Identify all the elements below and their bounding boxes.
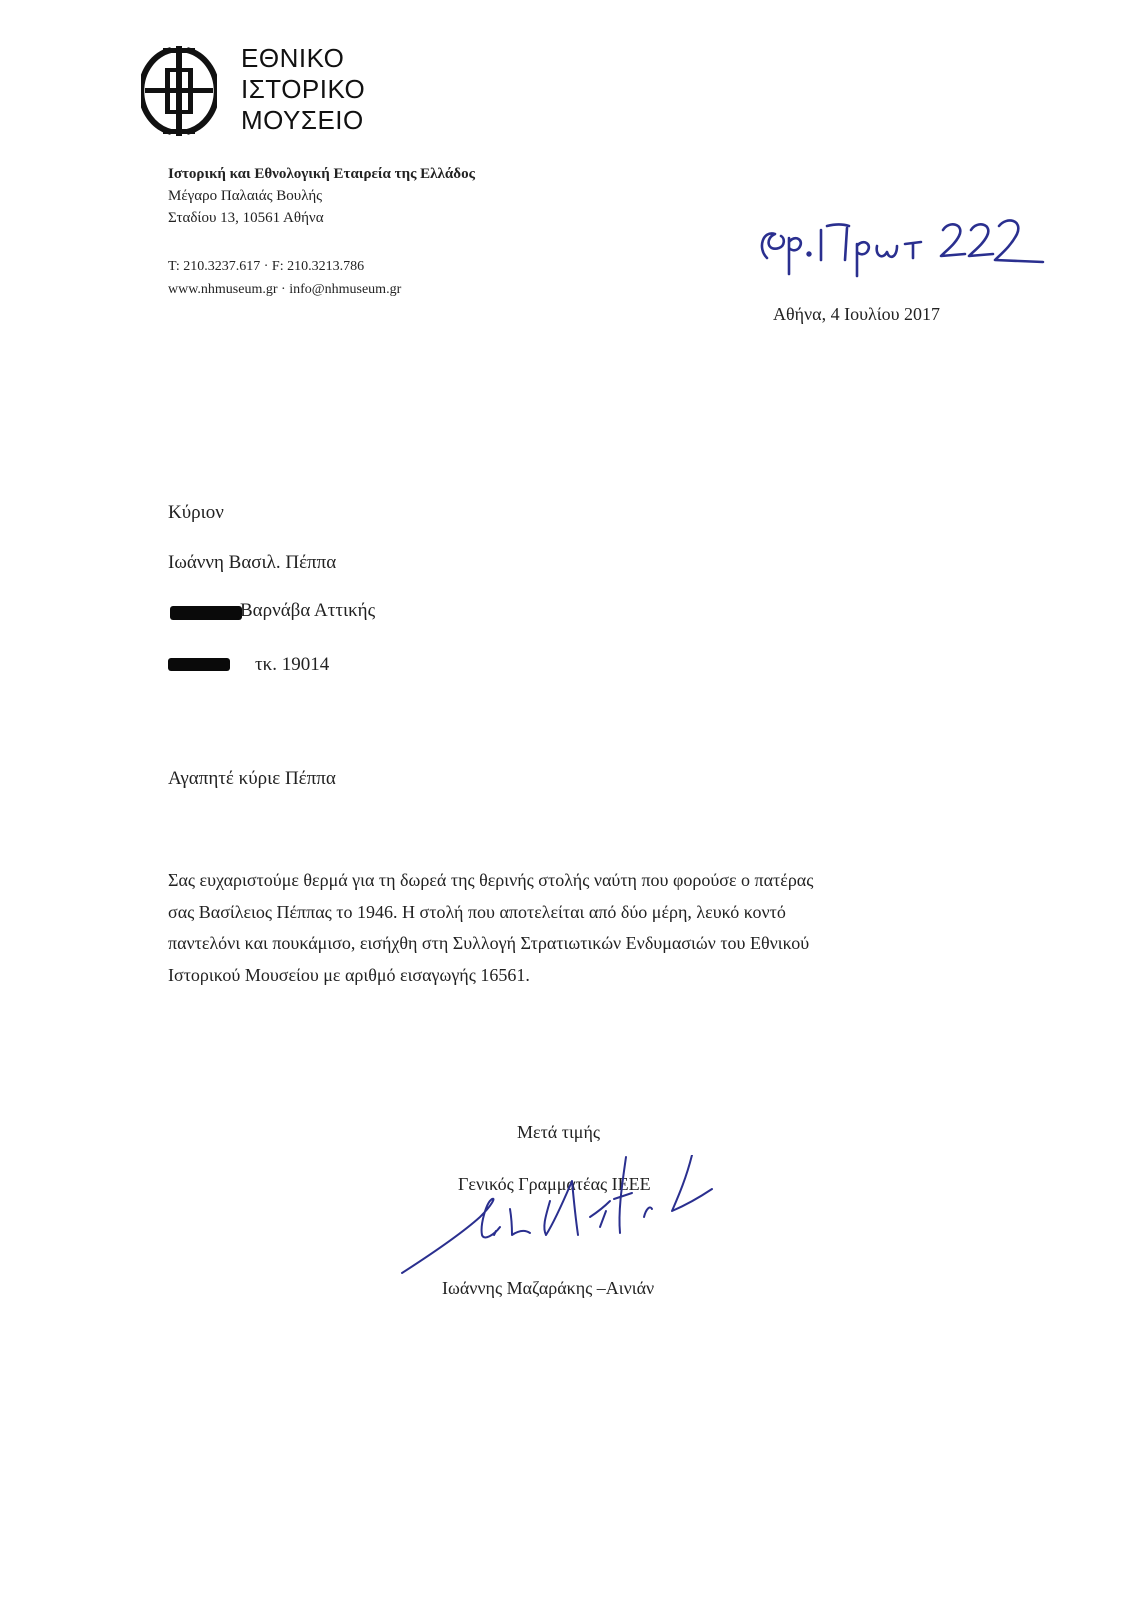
letter-date: Αθήνα, 4 Ιουλίου 2017 <box>773 304 940 324</box>
closing: Μετά τιμής <box>517 1122 600 1142</box>
organization-name: Ιστορική και Εθνολογική Εταιρεία της Ελλάδος <box>168 166 475 182</box>
redaction-bar-number <box>168 658 230 671</box>
signer-title: Γενικός Γραμματέας ΙΕΕΕ <box>458 1174 651 1194</box>
body-line: παντελόνι και πουκάμισο, εισήχθη στη Συλλογή Στρατιωτικών Ενδυμασιών του Εθνικού <box>168 933 810 953</box>
salutation: Αγαπητέ κύριε Πέππα <box>168 768 336 789</box>
letter-body <box>168 865 948 991</box>
organization-address: Σταδίου 13, 10561 Αθήνα <box>168 210 324 226</box>
logo-line-3: ΜΟΥΣΕΙΟ <box>241 105 364 135</box>
museum-logo-text <box>241 43 365 136</box>
recipient-name: Ιωάννη Βασιλ. Πέππα <box>168 552 337 573</box>
body-line: Ιστορικού Μουσείου με αριθμό εισαγωγής 16561. <box>168 964 530 985</box>
body-line: σας Βασίλειος Πέππας το 1946. Η στολή που αποτελείται από δύο μέρη, λευκό κοντό <box>168 901 786 922</box>
organization-block <box>168 163 475 229</box>
handwritten-protocol-number <box>755 208 1045 278</box>
contact-web-email: www.nhmuseum.gr · info@nhmuseum.gr <box>168 282 402 297</box>
logo-line-2: ΙΣΤΟΡΙΚΟ <box>241 74 366 104</box>
signer-name: Ιωάννης Μαζαράκης –Αινιάν <box>442 1278 655 1298</box>
redaction-bar-street <box>170 606 242 620</box>
logo-line-1: ΕΘΝΙΚΟ <box>241 43 345 73</box>
recipient-postal-code: τκ. 19014 <box>255 654 330 675</box>
contact-phones: Τ: 210.3237.617 · F: 210.3213.786 <box>168 259 365 274</box>
contact-block <box>168 255 401 301</box>
recipient-title: Κύριον <box>168 502 224 523</box>
museum-emblem-icon <box>141 44 217 138</box>
recipient-street: Βαρνάβα Αττικής <box>240 600 376 621</box>
organization-building: Μέγαρο Παλαιάς Βουλής <box>168 188 323 204</box>
body-line: Σας ευχαριστούμε θερμά για τη δωρεά της θερινής στολής ναύτη που φορούσε ο πατέρας <box>168 870 814 890</box>
